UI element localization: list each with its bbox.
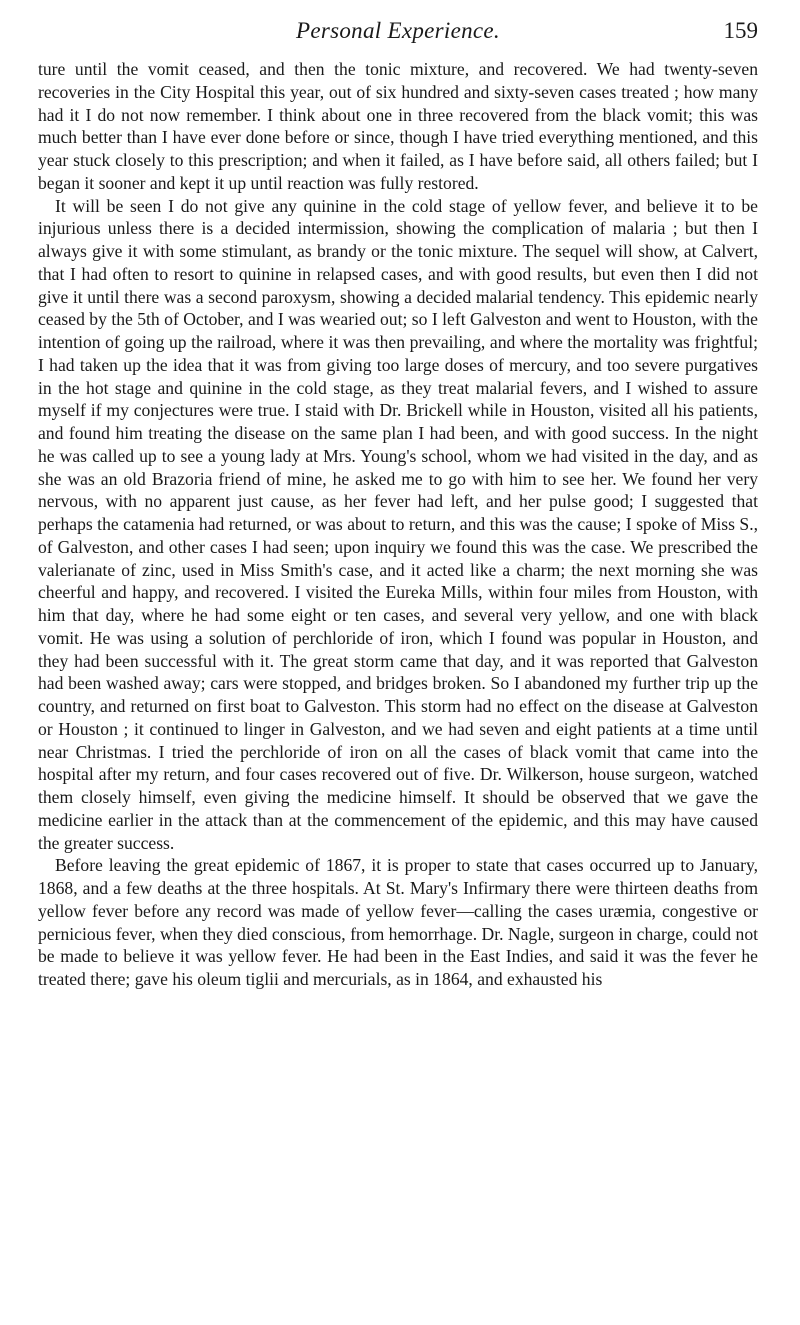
paragraph: ture until the vomit ceased, and then the tonic mixture, and recovered. We had twenty-seven recoveries in the City Hospital this year, out of six hundred and sixty-seven cases treated ; how many had it I do not now remember. I think about one in three recovered from the black vomit; this was much better than I have ever done before or since, though I have tried everything mentioned, and this year stuck closely to this prescription; and when it failed, as I have before said, all others failed; but I began it sooner and kept it up until reaction was fully restored. xyxy=(38,59,758,193)
body-text xyxy=(38,58,758,991)
running-title: Personal Experience. xyxy=(296,18,500,43)
page-number: 159 xyxy=(723,18,758,43)
paragraph: Before leaving the great epidemic of 1867, it is proper to state that cases occurred up to January, 1868, and a few deaths at the three hospitals. At St. Mary's Infirmary there were thirteen deaths from yellow fever before any record was made of yellow fever—calling the cases uræmia, congestive or pernicious fever, when they died conscious, from hemorrhage. Dr. Nagle, surgeon in charge, could not be made to believe it was yellow fever. He had been in the East Indies, and said it was the fever he treated there; gave his oleum tiglii and mercurials, as in 1864, and exhausted his xyxy=(38,855,758,989)
paragraph: It will be seen I do not give any quinine in the cold stage of yellow fever, and believe it to be injurious unless there is a decided intermission, showing the complication of malaria ; but then I always give it with some stimulant, as brandy or the tonic mixture. The sequel will show, at Calvert, that I had often to resort to quinine in relapsed cases, and with good results, but even then I did not give it until there was a second paroxysm, showing a decided malarial tendency. This epidemic nearly ceased by the 5th of October, and I was wearied out; so I left Galveston and went to Houston, with the intention of going up the railroad, where it was then prevailing, and where the mortality was frightful; I had taken up the idea that it was from giving too large doses of mercury, and too severe purgatives in the hot stage and quinine in the cold stage, as they treat malarial fevers, and I wished to assure myself if my conjectures were true. I staid with Dr. Brickell while in Houston, visited all his patients, and found him treating the disease on the same plan I had been, and with good success. In the night he was called up to see a young lady at Mrs. Young's school, whom we had visited in the day, and as she was an old Brazoria friend of mine, he asked me to go with him to see her. We found her very nervous, with no apparent just cause, as her fever had left, and her pulse good; I suggested that perhaps the catamenia had returned, or was about to return, and this was the cause; I spoke of Miss S., of Galveston, and other cases I had seen; upon inquiry we found this was the case. We prescribed the valerianate of zinc, used in Miss Smith's case, and it acted like a charm; the next morning she was cheerful and happy, and recovered. I visited the Eureka Mills, within four miles from Houston, with him that day, where he had some eight or ten cases, and several very yellow, and one with black vomit. He was using a solution of perchloride of iron, which I found was popular in Houston, and they had been successful with it. The great storm came that day, and it was reported that Galveston had been washed away; cars were stopped, and bridges broken. So I abandoned my further trip up the country, and returned on first boat to Galveston. This storm had no effect on the disease at Galveston or Houston ; it continued to linger in Galveston, and we had seven and eight patients at a time until near Christmas. I tried the perchloride of iron on all the cases of black vomit that came into the hospital after my return, and four cases recovered out of five. Dr. Wilkerson, house surgeon, watched them closely himself, even giving the medicine himself. It should be observed that we gave the medicine earlier in the attack than at the commencement of the epidemic, and this may have caused the greater success. xyxy=(38,195,758,853)
running-head xyxy=(38,18,758,48)
